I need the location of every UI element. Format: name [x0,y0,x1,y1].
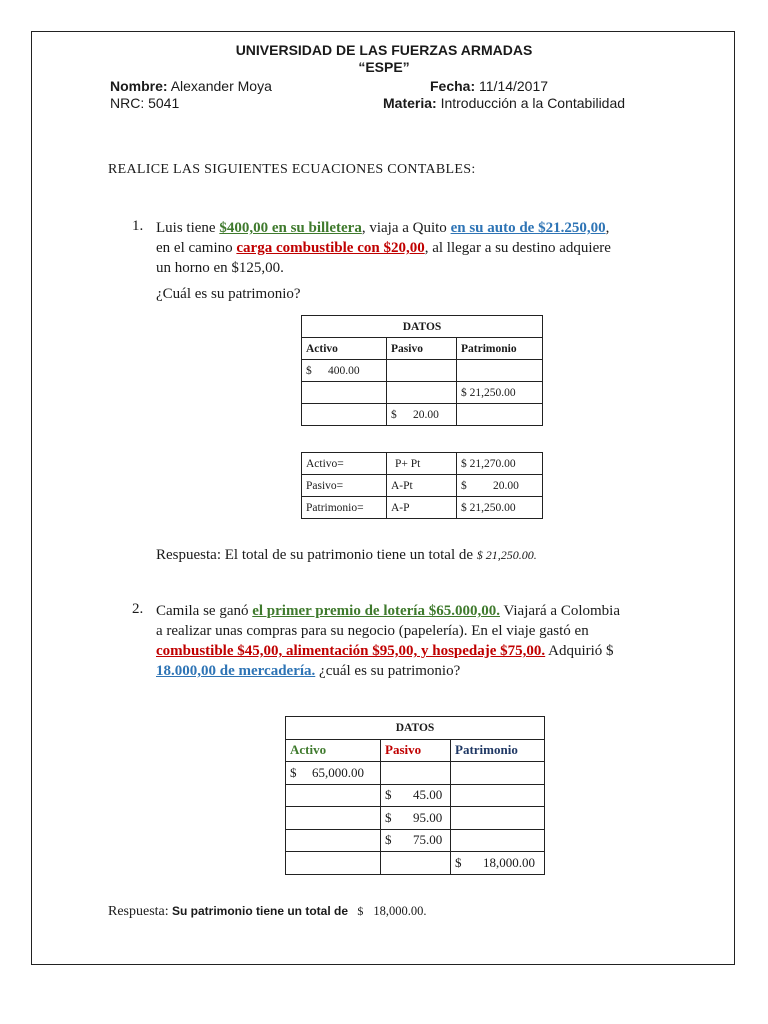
table-row [302,497,543,519]
amount: 20.00 [413,408,439,421]
p2-highlight-lottery: el primer premio de lotería $65.000,00. [252,603,500,619]
p2-highlight-merchandise: 18.000,00 de mercadería. [156,663,316,679]
answer-value: $ 21,250.00. [476,548,537,562]
fecha-value: 11/14/2017 [479,78,549,94]
currency: $ [385,809,392,825]
amount: 21,250.00 [469,386,516,399]
p1-cell [457,382,543,404]
nombre-value: Alexander Moya [170,78,272,94]
currency: $ [461,386,467,399]
eq-value [457,497,543,519]
p2-cell [286,807,381,830]
p2-datos-title: DATOS [286,717,545,740]
p1-cell [457,404,543,426]
p1-cell [387,382,457,404]
p2-highlight-expenses: combustible $45,00, alimentación $95,00, y hospedaje $75,00. [156,643,546,659]
p1-equation-table [301,452,543,519]
currency: $ [455,854,462,870]
amount: 21,250.00 [469,501,516,514]
table-row [302,404,543,426]
table-row [302,382,543,404]
answer-text: Respuesta: El total de su patrimonio tiene un total de [156,547,477,563]
p2-cell [286,762,381,785]
p2-cell [451,807,545,830]
p1-cell [387,404,457,426]
materia-line [383,95,625,111]
amount: 75.00 [413,832,443,848]
amount: 400.00 [328,364,360,377]
p2-text-c: a realizar unas compras para su negocio (papelería). En el viaje gastó en [156,623,589,639]
p1-cell [387,360,457,382]
eq-formula: A-Pt [387,475,457,497]
p1-text-c: , [605,220,610,236]
amount: 45.00 [413,787,443,803]
table-row [286,784,545,807]
p2-cell [381,762,451,785]
p2-cell [381,852,451,875]
p2-cell [451,852,545,875]
table-row [286,807,545,830]
p2-cell [286,852,381,875]
p2-cell [451,829,545,852]
materia-label: Materia: [383,95,437,111]
p1-text-f: un horno en $125,00. [156,260,284,276]
currency: $ [385,787,392,803]
p1-highlight-fuel: carga combustible con $20,00 [236,240,425,256]
p2-text-b: Viajará a Colombia [499,603,621,619]
table-row [286,829,545,852]
p2-header-patrimonio: Patrimonio [451,739,545,762]
currency: $ [391,408,397,421]
p2-text-d: Adquirió $ [545,643,614,659]
amount: 65,000.00 [312,764,364,780]
eq-formula: P+ Pt [387,453,457,475]
instruction: REALICE LAS SIGUIENTES ECUACIONES CONTABLES: [108,162,476,177]
eq-label: Patrimonio= [302,497,387,519]
problem2-number: 2. [132,601,144,617]
problem1-number: 1. [132,218,144,234]
problem2-text [156,601,620,681]
answer-currency: $ [357,904,364,918]
currency: $ [461,457,467,470]
p1-cell [302,382,387,404]
problem1-question: ¿Cuál es su patrimonio? [156,286,301,302]
p1-text-e: , al llegar a su destino adquiere [424,240,611,256]
currency: $ [385,832,392,848]
p1-header-pasivo: Pasivo [387,338,457,360]
table-row [286,762,545,785]
problem1-text [156,218,611,278]
p2-cell [286,829,381,852]
amount: 18,000.00 [483,854,535,870]
answer-value: 18,000.00. [373,904,427,918]
university-acronym: “ESPE” [358,59,410,75]
p2-cell [381,784,451,807]
p1-text-d: en el camino [156,240,237,256]
eq-label: Activo= [302,453,387,475]
problem1-answer [156,547,537,564]
table-row [302,453,543,475]
p2-text-a: Camila se ganó [156,603,253,619]
p1-cell [302,404,387,426]
p2-header-activo: Activo [286,739,381,762]
p1-highlight-car: en su auto de $21.250,00 [450,220,606,236]
nombre-label: Nombre: [110,78,168,94]
amount: 21,270.00 [469,457,516,470]
p1-cell [457,360,543,382]
materia-value: Introducción a la Contabilidad [440,95,626,111]
eq-value [457,475,543,497]
amount: 95.00 [413,809,443,825]
p2-cell [381,807,451,830]
amount: 20.00 [493,479,519,492]
p1-cell [302,360,387,382]
answer-bold: Su patrimonio tiene un total de [168,904,352,918]
fecha-label: Fecha: [430,78,476,94]
p2-datos-table [285,716,545,875]
table-row [302,360,543,382]
nombre-line [110,78,272,94]
currency: $ [290,764,297,780]
p1-text-a: Luis tiene [156,220,220,236]
p1-header-patrimonio: Patrimonio [457,338,543,360]
p1-datos-table [301,315,543,426]
p2-cell [286,784,381,807]
p1-text-b: , viaja a Quito [361,220,451,236]
table-row [302,475,543,497]
university-title: UNIVERSIDAD DE LAS FUERZAS ARMADAS [235,42,533,58]
currency: $ [306,364,312,377]
eq-value [457,453,543,475]
currency: $ [461,501,467,514]
p2-text-e: ¿cuál es su patrimonio? [315,663,461,679]
p1-datos-title: DATOS [302,316,543,338]
eq-label: Pasivo= [302,475,387,497]
p2-cell [451,762,545,785]
p1-header-activo: Activo [302,338,387,360]
eq-formula: A-P [387,497,457,519]
nrc-line: NRC: 5041 [110,95,180,111]
table-row [286,852,545,875]
currency: $ [461,479,467,492]
p2-cell [381,829,451,852]
problem2-answer [108,904,426,920]
answer-prefix: Respuesta: [108,904,169,919]
p1-highlight-wallet: $400,00 en su billetera [219,220,362,236]
p2-cell [451,784,545,807]
fecha-line [430,78,548,94]
p2-header-pasivo: Pasivo [381,739,451,762]
